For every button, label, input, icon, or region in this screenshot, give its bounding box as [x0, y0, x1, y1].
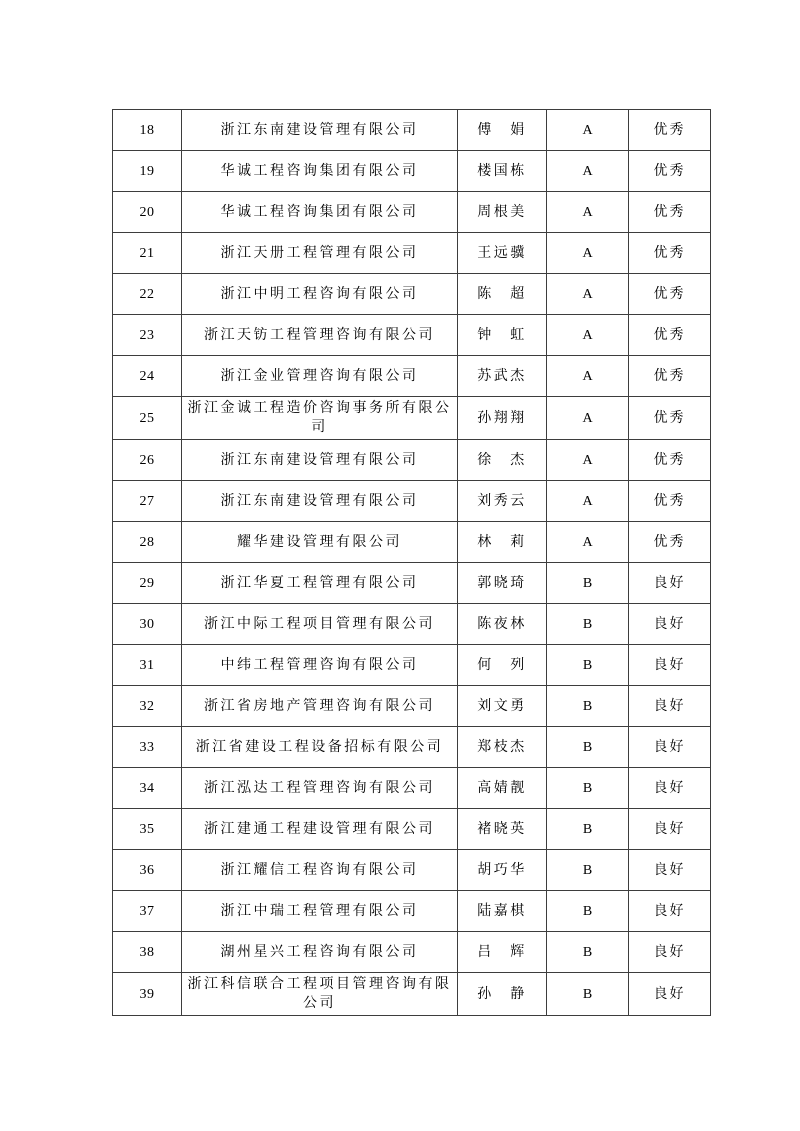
- table-row: [113, 397, 711, 440]
- rating-cell: 良好: [629, 850, 711, 891]
- rating-cell: 良好: [629, 563, 711, 604]
- table-row: [113, 481, 711, 522]
- grade-cell: B: [547, 645, 629, 686]
- rating-cell: 良好: [629, 809, 711, 850]
- row-number-cell: 23: [113, 315, 182, 356]
- company-cell: 浙江东南建设管理有限公司: [182, 481, 458, 522]
- company-cell: 浙江东南建设管理有限公司: [182, 440, 458, 481]
- table-row: [113, 809, 711, 850]
- person-name-cell: 陈夜林: [458, 604, 547, 645]
- company-cell: 浙江金诚工程造价咨询事务所有限公司: [182, 397, 458, 440]
- grade-cell: B: [547, 973, 629, 1016]
- table-row: [113, 604, 711, 645]
- rating-cell: 良好: [629, 891, 711, 932]
- table-row: [113, 440, 711, 481]
- table-row: [113, 891, 711, 932]
- person-name-cell: 吕 辉: [458, 932, 547, 973]
- person-name-cell: 刘秀云: [458, 481, 547, 522]
- person-name-cell: 徐 杰: [458, 440, 547, 481]
- company-cell: 浙江华夏工程管理有限公司: [182, 563, 458, 604]
- row-number-cell: 19: [113, 151, 182, 192]
- grade-cell: A: [547, 397, 629, 440]
- grade-cell: A: [547, 356, 629, 397]
- company-cell: 浙江中瑞工程管理有限公司: [182, 891, 458, 932]
- grade-cell: A: [547, 274, 629, 315]
- person-name-cell: 胡巧华: [458, 850, 547, 891]
- person-name-cell: 傅 娟: [458, 110, 547, 151]
- person-name-cell: 楼国栋: [458, 151, 547, 192]
- row-number-cell: 30: [113, 604, 182, 645]
- person-name-cell: 钟 虹: [458, 315, 547, 356]
- table-row: [113, 274, 711, 315]
- grade-cell: A: [547, 151, 629, 192]
- person-name-cell: 郑枝杰: [458, 727, 547, 768]
- grade-cell: A: [547, 315, 629, 356]
- grade-cell: B: [547, 809, 629, 850]
- evaluation-results-table: [112, 109, 711, 1016]
- row-number-cell: 22: [113, 274, 182, 315]
- company-cell: 浙江天册工程管理有限公司: [182, 233, 458, 274]
- grade-cell: B: [547, 932, 629, 973]
- table-row: [113, 645, 711, 686]
- grade-cell: A: [547, 440, 629, 481]
- table-row: [113, 151, 711, 192]
- company-cell: 浙江科信联合工程项目管理咨询有限公司: [182, 973, 458, 1016]
- company-cell: 浙江泓达工程管理咨询有限公司: [182, 768, 458, 809]
- person-name-cell: 王远骥: [458, 233, 547, 274]
- rating-cell: 良好: [629, 686, 711, 727]
- table-row: [113, 768, 711, 809]
- row-number-cell: 33: [113, 727, 182, 768]
- person-name-cell: 陈 超: [458, 274, 547, 315]
- row-number-cell: 24: [113, 356, 182, 397]
- person-name-cell: 林 莉: [458, 522, 547, 563]
- row-number-cell: 27: [113, 481, 182, 522]
- rating-cell: 优秀: [629, 440, 711, 481]
- table-row: [113, 356, 711, 397]
- company-cell: 浙江耀信工程咨询有限公司: [182, 850, 458, 891]
- rating-cell: 优秀: [629, 481, 711, 522]
- table-row: [113, 192, 711, 233]
- rating-cell: 良好: [629, 604, 711, 645]
- grade-cell: B: [547, 686, 629, 727]
- person-name-cell: 褚晓英: [458, 809, 547, 850]
- company-cell: 浙江中际工程项目管理有限公司: [182, 604, 458, 645]
- rating-cell: 优秀: [629, 110, 711, 151]
- row-number-cell: 32: [113, 686, 182, 727]
- grade-cell: B: [547, 850, 629, 891]
- table-row: [113, 522, 711, 563]
- grade-cell: A: [547, 192, 629, 233]
- rating-cell: 优秀: [629, 233, 711, 274]
- company-cell: 中纬工程管理咨询有限公司: [182, 645, 458, 686]
- rating-cell: 优秀: [629, 192, 711, 233]
- row-number-cell: 26: [113, 440, 182, 481]
- rating-cell: 良好: [629, 727, 711, 768]
- table-row: [113, 932, 711, 973]
- company-cell: 浙江省房地产管理咨询有限公司: [182, 686, 458, 727]
- row-number-cell: 36: [113, 850, 182, 891]
- company-cell: 华诚工程咨询集团有限公司: [182, 151, 458, 192]
- row-number-cell: 18: [113, 110, 182, 151]
- company-cell: 耀华建设管理有限公司: [182, 522, 458, 563]
- grade-cell: B: [547, 727, 629, 768]
- rating-cell: 优秀: [629, 397, 711, 440]
- grade-cell: A: [547, 481, 629, 522]
- table-row: [113, 686, 711, 727]
- row-number-cell: 21: [113, 233, 182, 274]
- company-cell: 华诚工程咨询集团有限公司: [182, 192, 458, 233]
- rating-cell: 良好: [629, 973, 711, 1016]
- rating-cell: 优秀: [629, 315, 711, 356]
- row-number-cell: 29: [113, 563, 182, 604]
- rating-cell: 优秀: [629, 522, 711, 563]
- rating-cell: 优秀: [629, 356, 711, 397]
- company-cell: 浙江省建设工程设备招标有限公司: [182, 727, 458, 768]
- row-number-cell: 28: [113, 522, 182, 563]
- rating-cell: 优秀: [629, 151, 711, 192]
- company-cell: 浙江建通工程建设管理有限公司: [182, 809, 458, 850]
- grade-cell: B: [547, 604, 629, 645]
- company-cell: 浙江金业管理咨询有限公司: [182, 356, 458, 397]
- table-row: [113, 315, 711, 356]
- row-number-cell: 35: [113, 809, 182, 850]
- row-number-cell: 34: [113, 768, 182, 809]
- grade-cell: A: [547, 522, 629, 563]
- company-cell: 湖州星兴工程咨询有限公司: [182, 932, 458, 973]
- table-row: [113, 850, 711, 891]
- person-name-cell: 陆嘉棋: [458, 891, 547, 932]
- person-name-cell: 孙翔翔: [458, 397, 547, 440]
- rating-cell: 良好: [629, 932, 711, 973]
- table-row: [113, 973, 711, 1016]
- grade-cell: B: [547, 563, 629, 604]
- grade-cell: B: [547, 768, 629, 809]
- person-name-cell: 郭晓琦: [458, 563, 547, 604]
- row-number-cell: 38: [113, 932, 182, 973]
- row-number-cell: 25: [113, 397, 182, 440]
- table-row: [113, 110, 711, 151]
- row-number-cell: 20: [113, 192, 182, 233]
- row-number-cell: 37: [113, 891, 182, 932]
- row-number-cell: 31: [113, 645, 182, 686]
- table-row: [113, 563, 711, 604]
- rating-cell: 良好: [629, 768, 711, 809]
- table-row: [113, 233, 711, 274]
- table-body: [113, 110, 711, 1016]
- person-name-cell: 高婧靓: [458, 768, 547, 809]
- row-number-cell: 39: [113, 973, 182, 1016]
- person-name-cell: 何 列: [458, 645, 547, 686]
- person-name-cell: 周根美: [458, 192, 547, 233]
- grade-cell: A: [547, 233, 629, 274]
- company-cell: 浙江东南建设管理有限公司: [182, 110, 458, 151]
- rating-cell: 优秀: [629, 274, 711, 315]
- person-name-cell: 苏武杰: [458, 356, 547, 397]
- rating-cell: 良好: [629, 645, 711, 686]
- grade-cell: A: [547, 110, 629, 151]
- person-name-cell: 孙 静: [458, 973, 547, 1016]
- company-cell: 浙江天钫工程管理咨询有限公司: [182, 315, 458, 356]
- table-row: [113, 727, 711, 768]
- company-cell: 浙江中明工程咨询有限公司: [182, 274, 458, 315]
- grade-cell: B: [547, 891, 629, 932]
- person-name-cell: 刘文勇: [458, 686, 547, 727]
